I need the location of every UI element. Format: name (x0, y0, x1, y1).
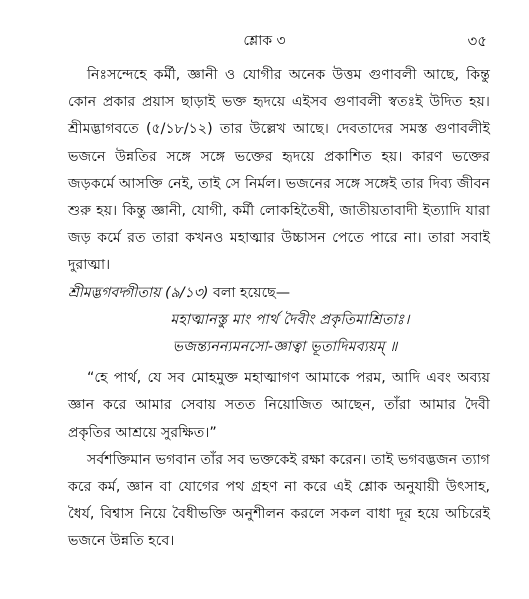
gita-reference-line (68, 280, 490, 307)
paragraph-commentary: নিঃসন্দেহে কর্মী, জ্ঞানী ও যোগীর অনেক উত্তম গুণাবলী আছে, কিন্তু কোন প্রকার প্রয়াস ছাড়াই ভক্ত হৃদয়ে এইসব গুণাবলী স্বতঃই উদিত হয়। শ্রীমদ্ভাগবতে (৫/১৮/১২) তার উল্লেখ আছে। দেবতাদের সমস্ত গুণাবলীই ভজনে উন্নতির সঙ্গে সঙ্গে ভক্তের হৃদয়ে প্রকাশিত হয়। কারণ ভক্তের জড়কর্মে আসক্তি নেই, তাই সে নির্মল। ভজনের সঙ্গে সঙ্গেই তার দিব্য জীবন শুরু হয়। কিন্তু জ্ঞানী, যোগী, কর্মী লোকহিতৈষী, জাতীয়তাবাদী ইত্যাদি যারা জড় কর্মে রত তারা কখনও মহাত্মার উচ্চাসন পেতে পারে না। তারা সবাই দুরাত্মা। (68, 67, 490, 274)
running-title: শ্লোক ৩ (243, 33, 286, 49)
verse-translation: “হে পার্থ, যে সব মোহমুক্ত মহাত্মাগণ আমাকে পরম, আদি এবং অব্যয় জ্ঞান করে আমার সেবায় সতত নিয়োজিত আছেন, তাঁরা আমার দৈবী প্রকৃতির আশ্রয়ে সুরক্ষিত।” (68, 370, 490, 441)
reference-suffix: বলা হয়েছে— (212, 284, 291, 301)
running-header (0, 30, 529, 52)
verse-line-1: মহাত্মানস্তু মাং পার্থ দৈবীং প্রকৃতিমাশ্রিতাঃ। (170, 311, 410, 328)
page-number: ৩৫ (467, 32, 487, 50)
paragraph-conclusion: সর্বশক্তিমান ভগবান তাঁর সব ভক্তকেই রক্ষা করেন। তাই ভগবদ্ভজন ত্যাগ করে কর্ম, জ্ঞান বা যোগের পথ গ্রহণ না করে এই শ্লোক অনুযায়ী উৎসাহ, ধৈর্য, বিশ্বাস নিয়ে বৈধীভক্তি অনুশীলন করলে সকল বাধা দূর হয়ে অচিরেই ভজনে উন্নতি হবে। (68, 451, 490, 550)
verse-line-2: ভজন্ত্যনন্যমনসো-জ্ঞাত্বা ভূতাদিমব্যয়ম্ ॥ (172, 339, 398, 356)
body-text (68, 62, 490, 556)
gita-reference: শ্রীমদ্ভগবদ্গীতায় (৯/১৩) (68, 284, 209, 301)
